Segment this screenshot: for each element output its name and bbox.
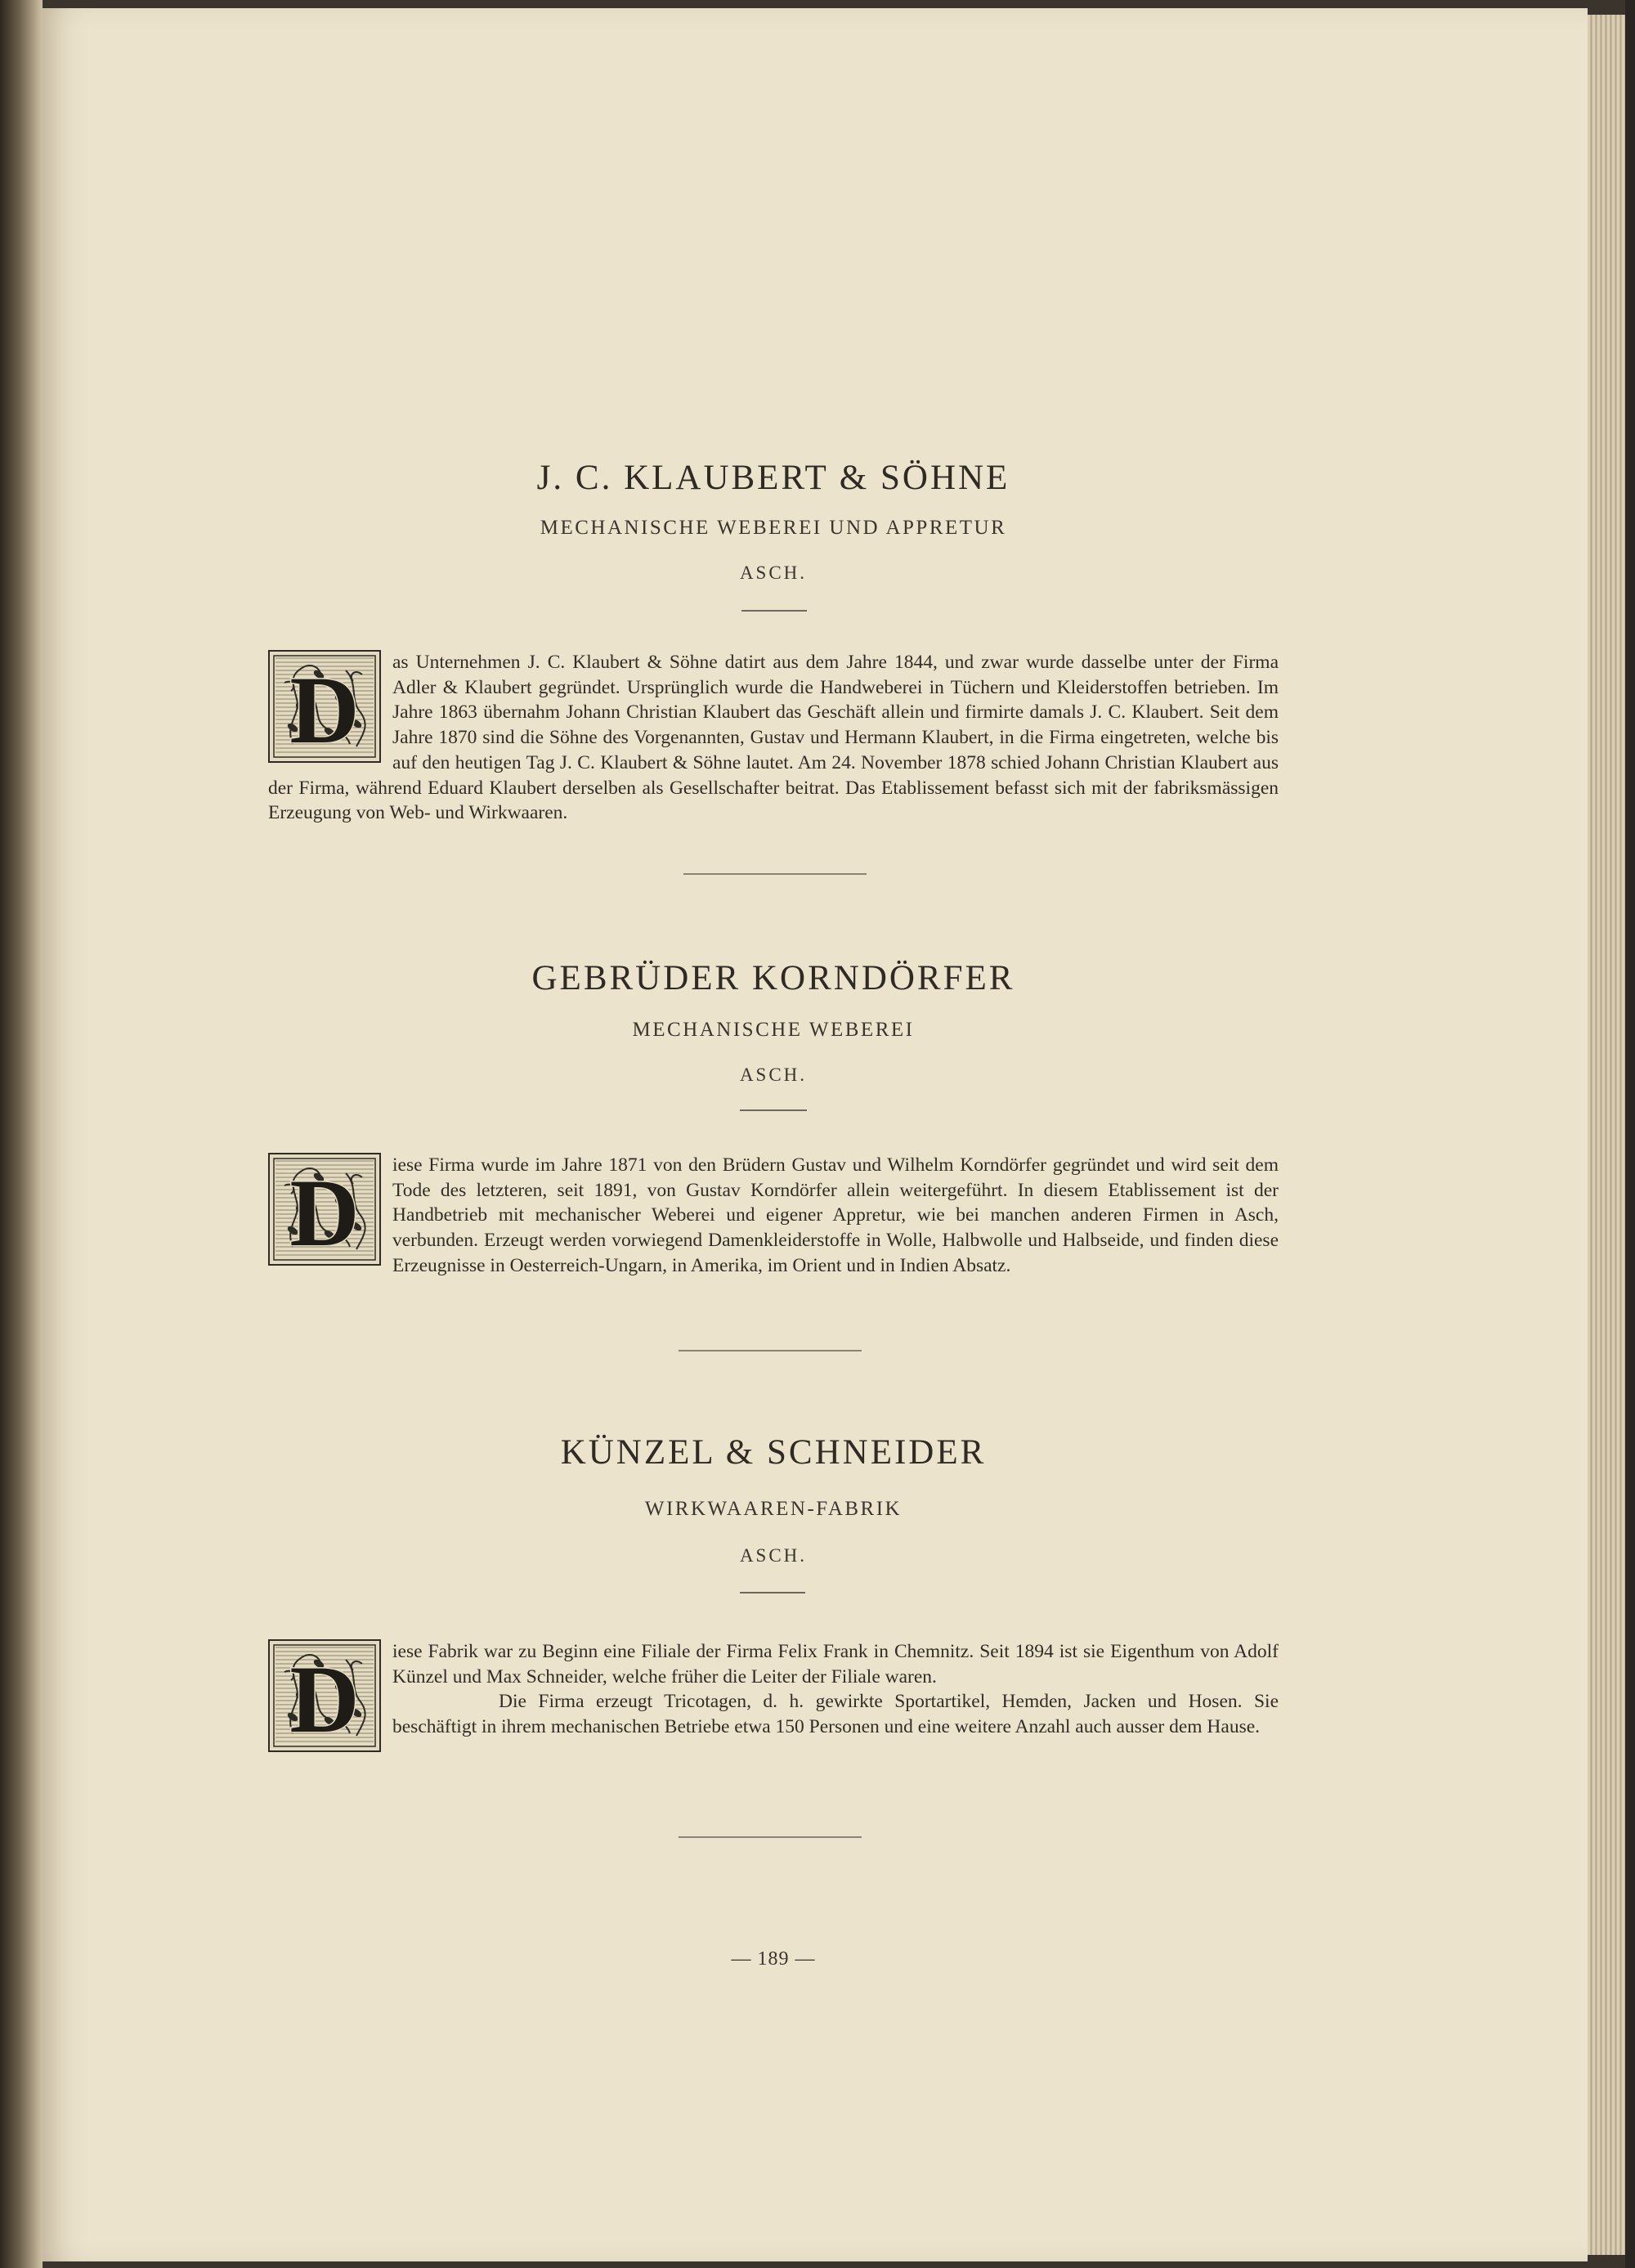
section-place: ASCH. — [739, 563, 808, 583]
page-edges — [1588, 15, 1625, 2255]
section-divider — [679, 1836, 862, 1838]
paragraph: iese Firma wurde im Jahre 1871 von den Brüdern Gustav und Wilhelm Korndörfer gegründet und wird seit dem Tode des letzteren, seit 1891, von Gustav Korndörfer allein weitergeführt. In diesem Etablissement ist der Handbetrieb mit mechanischer Weberei und eigener Appretur, wie bei manchen anderen Firmen in Asch, verbunden. Erzeugt werden vorwiegend Damenkleiderstoffe in Wolle, Halbwolle und Halbseide, und finden diese Erzeugnisse in Oesterreich-Ungarn, in Amerika, im Orient und in Indien Absatz. — [392, 1154, 1279, 1276]
paragraph: iese Fabrik war zu Beginn eine Filiale der Firma Felix Frank in Chemnitz. Seit 1894 ist sie Eigenthum von Adolf Künzel und Max Schneider, welche früher die Leiter der Filiale waren. — [392, 1641, 1279, 1688]
short-divider — [741, 610, 807, 612]
section-body — [268, 1153, 1279, 1279]
section-subtitle: WIRKWAAREN-FABRIK — [644, 1498, 903, 1520]
paragraph: Die Firma erzeugt Tricotagen, d. h. gewirkte Sportartikel, Hemden, Jacken und Hosen. Sie beschäftigt in ihrem mechanischen Betriebe etwa 150 Personen und eine weitere Anzahl auch ausser dem Hause. — [392, 1691, 1279, 1738]
section-title: J. C. KLAUBERT & SÖHNE — [536, 459, 1010, 497]
paragraph: as Unternehmen J. C. Klaubert & Söhne datirt aus dem Jahre 1844, und zwar wurde dasselbe unter der Firma Adler & Klaubert gegründet. Ursprünglich wurde die Handweberei in Tüchern und Kleiderstoffen betrieben. Im Jahre 1863 übernahm Johann Christian Klaubert das Geschäft allein und firmirte damals J. C. Klaubert. Seit dem Jahre 1870 sind die Söhne des Vorgenannten, Gustav und Hermann Klaubert, in die Firma eingetreten, welche bis auf den heutigen Tag J. C. Klaubert & Söhne lautet. Am 24. November 1878 schied Johann Christian Klaubert aus der Firma, während Eduard Klaubert derselben als Gesellschafter beitrat. Das Etablissement befasst sich mit der fabriksmässigen Erzeugung von Web- und Wirkwaaren. — [268, 652, 1279, 824]
short-divider — [740, 1592, 805, 1593]
section-divider — [679, 1350, 862, 1351]
section-subtitle: MECHANISCHE WEBEREI UND APPRETUR — [540, 517, 1007, 539]
section-body — [268, 650, 1279, 826]
ornamental-initial — [268, 1639, 381, 1752]
section-place: ASCH. — [739, 1065, 808, 1085]
section-subtitle: MECHANISCHE WEBEREI — [632, 1019, 915, 1041]
section-place: ASCH. — [739, 1545, 808, 1566]
book-page — [43, 8, 1588, 2261]
short-divider — [740, 1109, 807, 1111]
ornamental-initial — [268, 1153, 381, 1266]
book-binding — [0, 0, 43, 2268]
svg-text:D: D — [289, 1159, 360, 1266]
svg-text:D: D — [289, 1646, 360, 1752]
ornamental-initial — [268, 650, 381, 763]
svg-text:D: D — [289, 657, 360, 763]
section-divider — [683, 873, 867, 875]
page-edge-shadow — [1625, 0, 1635, 2268]
page-number: — 189 — — [731, 1948, 816, 1970]
section-title: GEBRÜDER KORNDÖRFER — [531, 959, 1015, 997]
section-body — [268, 1639, 1279, 1752]
section-title: KÜNZEL & SCHNEIDER — [560, 1433, 987, 1472]
